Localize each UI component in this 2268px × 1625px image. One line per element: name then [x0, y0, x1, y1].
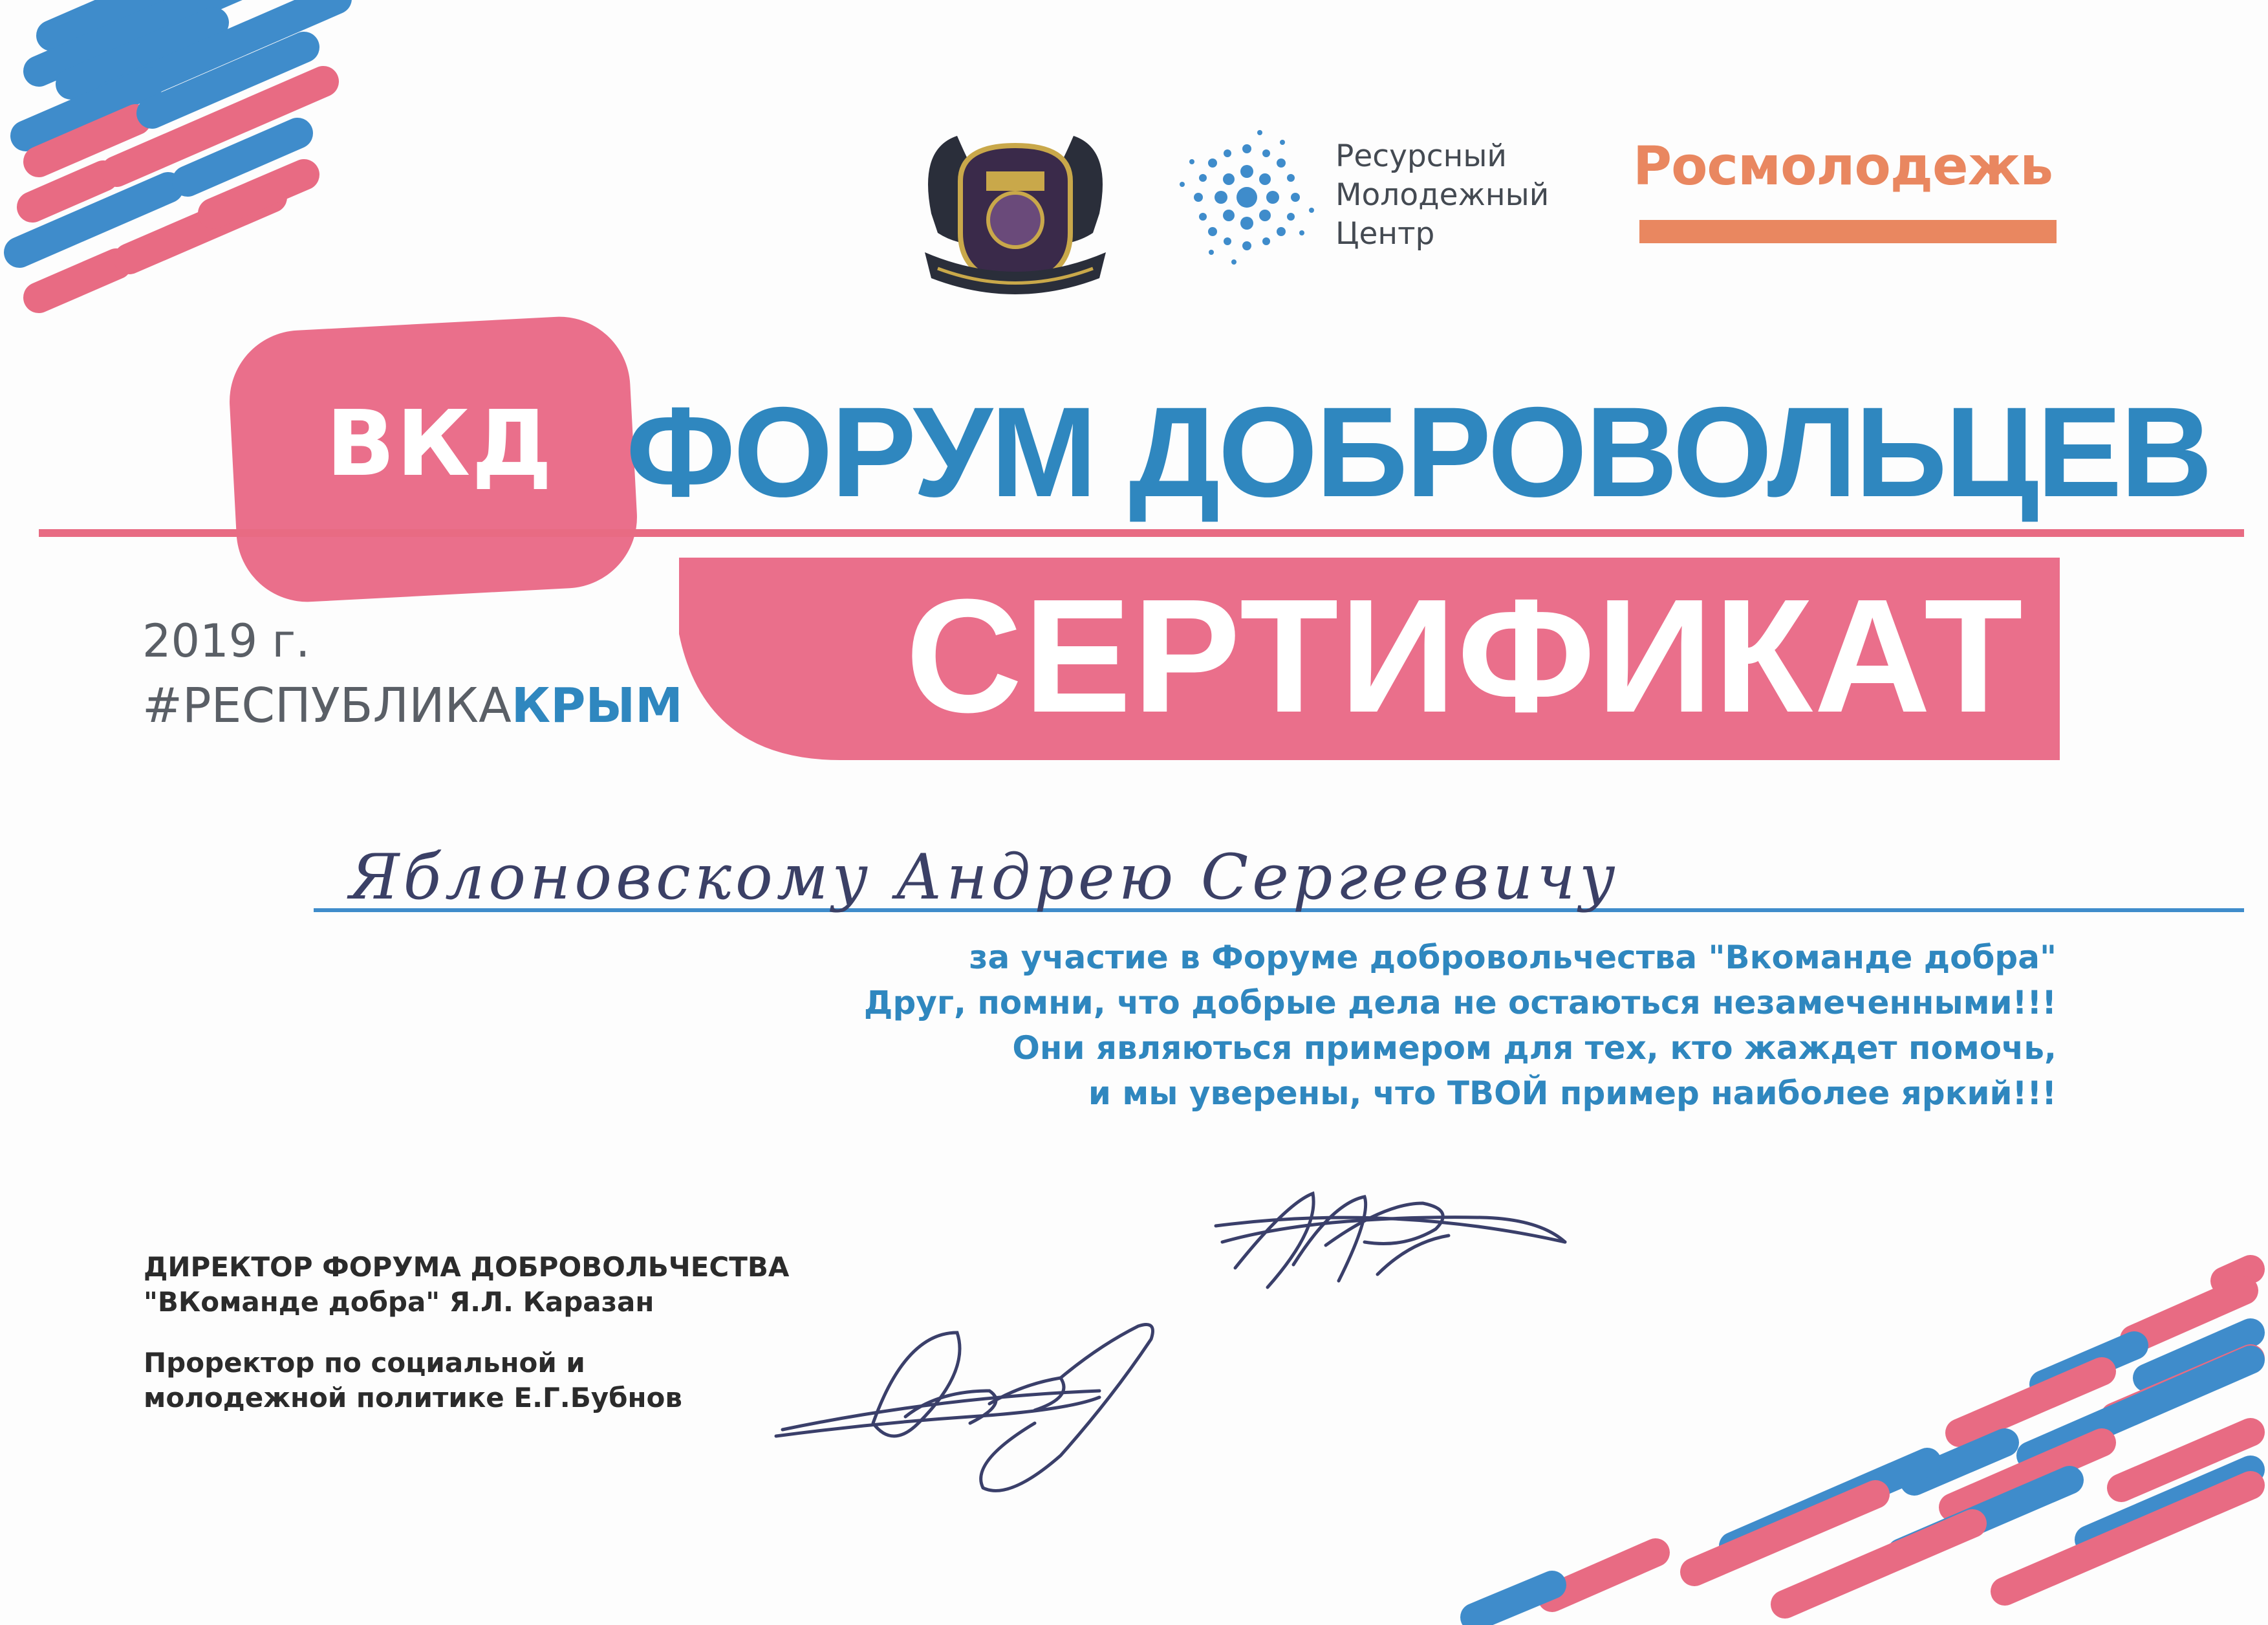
dotted-circle-logo-icon	[1180, 130, 1314, 265]
rosmolodezh-bar	[1639, 220, 2057, 243]
hashtag	[142, 678, 683, 734]
resource-center-line-2: Молодежный	[1335, 177, 1550, 213]
resource-center-line-3: Центр	[1335, 216, 1435, 252]
body-line-1: за участие в Форуме добровольчества "Вкоманде добра"	[969, 939, 2057, 976]
signatories	[144, 1250, 823, 1415]
body-line-4: и мы уверены, что ТВОЙ пример наиболее яркий!!!	[1088, 1074, 2057, 1112]
bottom-right-stripes	[1474, 1269, 2251, 1617]
certificate-body	[711, 935, 2057, 1116]
university-crest-icon	[925, 136, 1106, 294]
director-signature	[1216, 1194, 1565, 1287]
prorector-title-line-2: молодежной политике Е.Г.Бубнов	[144, 1382, 682, 1413]
hashtag-highlight: КРЫМ	[511, 678, 683, 734]
hashtag-prefix: #РЕСПУБЛИКА	[142, 678, 512, 734]
director-title-line-1: ДИРЕКТОР ФОРУМА ДОБРОВОЛЬЧЕСТВА	[144, 1251, 790, 1283]
body-line-2: Друг, помни, что добрые дела не остаються незамеченными!!!	[863, 984, 2057, 1021]
resource-center-line-1: Ресурсный	[1335, 138, 1507, 174]
rosmolodezh-logo-text: Росмолодежь	[1633, 136, 2053, 197]
forum-title: ФОРУМ ДОБРОВОЛЬЦЕВ	[626, 380, 2211, 523]
top-left-stripes	[19, 0, 336, 298]
prorector-signature	[776, 1325, 1153, 1491]
director-title-line-2: "ВКоманде добра" Я.Л. Каразан	[144, 1286, 654, 1318]
vkd-badge-text: ВКД	[326, 391, 554, 497]
resource-center-label	[1335, 137, 1607, 254]
body-line-3: Они являються примером для тех, кто жаждет помочь,	[1012, 1029, 2057, 1067]
title-divider-line	[39, 529, 2244, 537]
certificate-title: СЕРТИФИКАТ	[905, 565, 2024, 746]
year-label: 2019 г.	[142, 615, 310, 668]
recipient-name: Яблоновскому Андрею Сергеевичу	[349, 841, 1619, 913]
prorector-title-line-1: Проректор по социальной и	[144, 1347, 585, 1379]
